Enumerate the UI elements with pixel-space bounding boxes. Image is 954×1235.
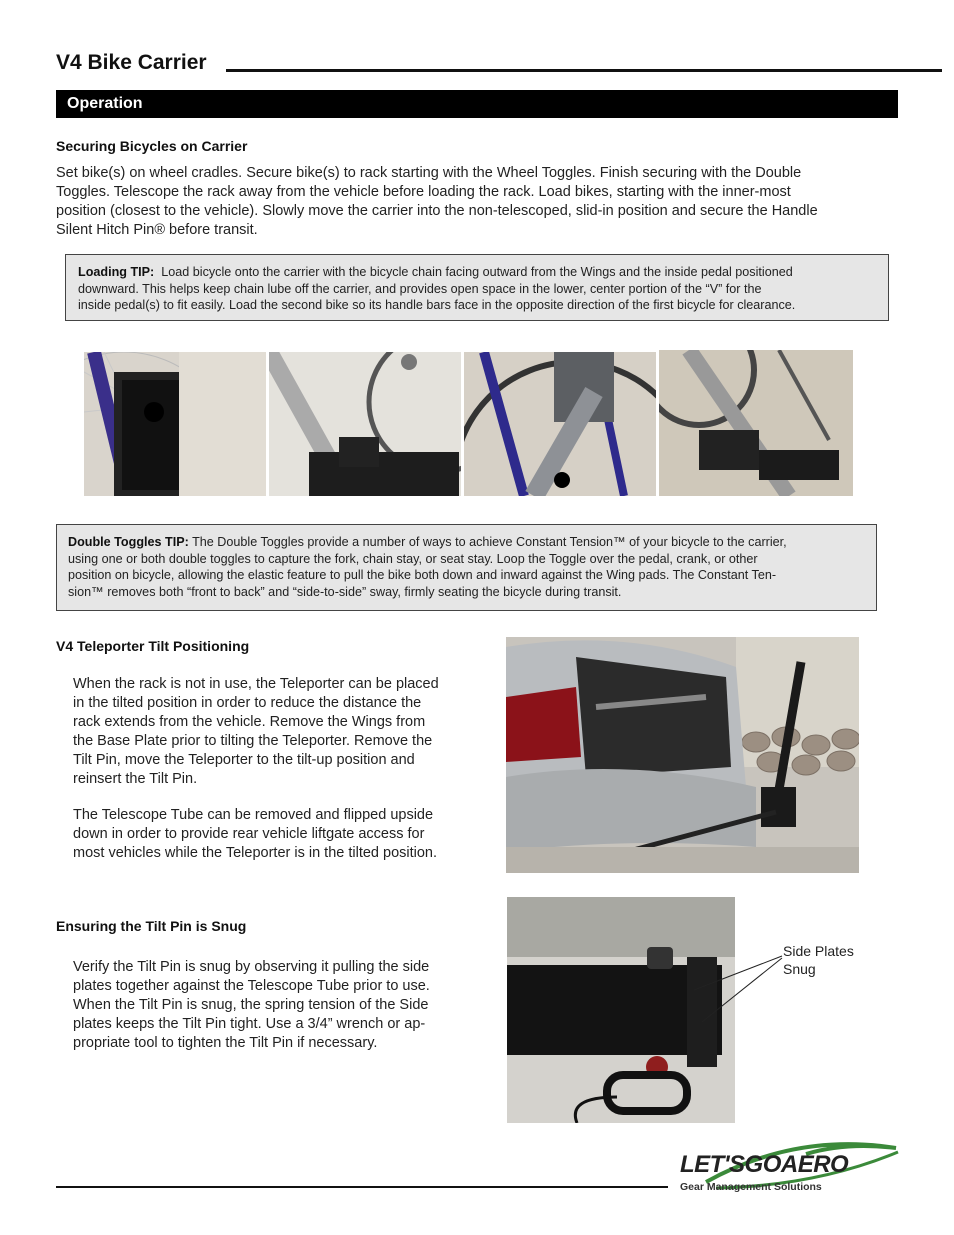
double-toggles-tip-box (56, 524, 877, 611)
tilt-line: Tilt Pin, move the Teleporter to the tilt-up position and (73, 752, 415, 768)
securing-line: position (closest to the vehicle). Slowly move the carrier into the non-telescoped, slid-in position and secure the Handle (56, 203, 818, 219)
securing-heading: Securing Bicycles on Carrier (56, 138, 248, 154)
snug-line: When the Tilt Pin is snug, the spring tension of the Side (73, 997, 429, 1013)
section-title: Operation (67, 95, 143, 112)
logo-wordmark: LET'SGOAERO (680, 1151, 849, 1178)
securing-line: Set bike(s) on wheel cradles. Secure bike(s) to rack starting with the Wheel Toggles. Finish securing with the Double (56, 165, 802, 181)
section-header-bar (56, 90, 898, 118)
snug-line: propriate tool to tighten the Tilt Pin if necessary. (73, 1035, 378, 1051)
loading-tip-line: inside pedal(s) to fit easily. Load the second bike so its handle bars face in the opposite direction of the first bicycle for clearance. (78, 298, 796, 312)
photo-loaded-bike (659, 350, 853, 496)
securing-line: Toggles. Telescope the rack away from the vehicle before loading the rack. Load bikes, starting with the inner-most (56, 184, 791, 200)
snug-line: plates keeps the Tilt Pin tight. Use a 3/4” wrench or ap- (73, 1016, 426, 1032)
tilt-line: most vehicles while the Teleporter is in the tilted position. (73, 845, 438, 861)
tilt-paragraph-2 (73, 806, 493, 863)
callout-leader-lines (690, 950, 790, 1030)
tilt-line: reinsert the Tilt Pin. (73, 771, 198, 787)
loading-tip-line: downward. This helps keep chain lube off the carrier, and provides open space in the lower, center portion of the “V” for the (78, 281, 762, 296)
page-title: V4 Bike Carrier (56, 51, 207, 74)
tilt-heading: V4 Teleporter Tilt Positioning (56, 638, 250, 654)
double-tip-line: sion™ removes both “front to back” and “side-to-side” sway, firmly seating the bicycle during transit. (68, 584, 622, 599)
snug-paragraph (73, 958, 493, 1053)
footer-rule (56, 1186, 668, 1188)
photo-base-plate (269, 352, 461, 496)
double-tip-text: The Double Toggles provide a number of ways to achieve Constant Tension™ of your bicycle to the carrier, (188, 535, 787, 549)
snug-line: Verify the Tilt Pin is snug by observing it pulling the side (73, 959, 430, 975)
logo-tagline: Gear Management Solutions (680, 1181, 822, 1193)
tilt-paragraph-1 (73, 675, 493, 789)
loading-tip-line (78, 264, 888, 281)
brand-logo (676, 1142, 902, 1196)
tilt-line: rack extends from the vehicle. Remove the Wings from (73, 714, 426, 730)
callout-line: Side Plates (783, 943, 854, 959)
side-plates-callout (783, 942, 854, 978)
tilt-line: the Base Plate prior to tilting the Teleporter. Remove the (73, 733, 433, 749)
photo-wheel-toggle (84, 352, 266, 496)
double-tip-line: position on bicycle, allowing the elastic feature to pull the bike both down and inward against the Wing pads. The Constant Ten- (68, 568, 777, 582)
tilt-line: The Telescope Tube can be removed and flipped upside (73, 807, 434, 823)
double-tip-line: using one or both double toggles to capture the fork, chain stay, or seat stay. Loop the Toggle over the pedal, crank, or other (68, 551, 758, 566)
double-tip-line (68, 534, 876, 551)
loading-tip-text: Load bicycle onto the carrier with the bicycle chain facing outward from the Wings and the inside pedal positioned (154, 265, 793, 279)
title-rule (226, 69, 942, 72)
securing-line: Silent Hitch Pin® before transit. (56, 222, 258, 238)
loading-tip-label: Loading TIP: (78, 265, 155, 279)
snug-heading: Ensuring the Tilt Pin is Snug (56, 918, 247, 934)
photo-double-toggle (464, 352, 656, 496)
snug-line: plates together against the Telescope Tube prior to use. (73, 978, 430, 994)
tilt-line: When the rack is not in use, the Teleporter can be placed (73, 676, 439, 692)
photo-vehicle-tilted-rack (506, 637, 859, 873)
tilt-line: down in order to provide rear vehicle liftgate access for (73, 826, 425, 842)
securing-paragraph (56, 164, 906, 240)
loading-tip-box (65, 254, 889, 321)
tilt-line: in the tilted position in order to reduce the distance the (73, 695, 422, 711)
callout-line: Snug (783, 961, 816, 977)
double-tip-label: Double Toggles TIP: (68, 535, 189, 549)
